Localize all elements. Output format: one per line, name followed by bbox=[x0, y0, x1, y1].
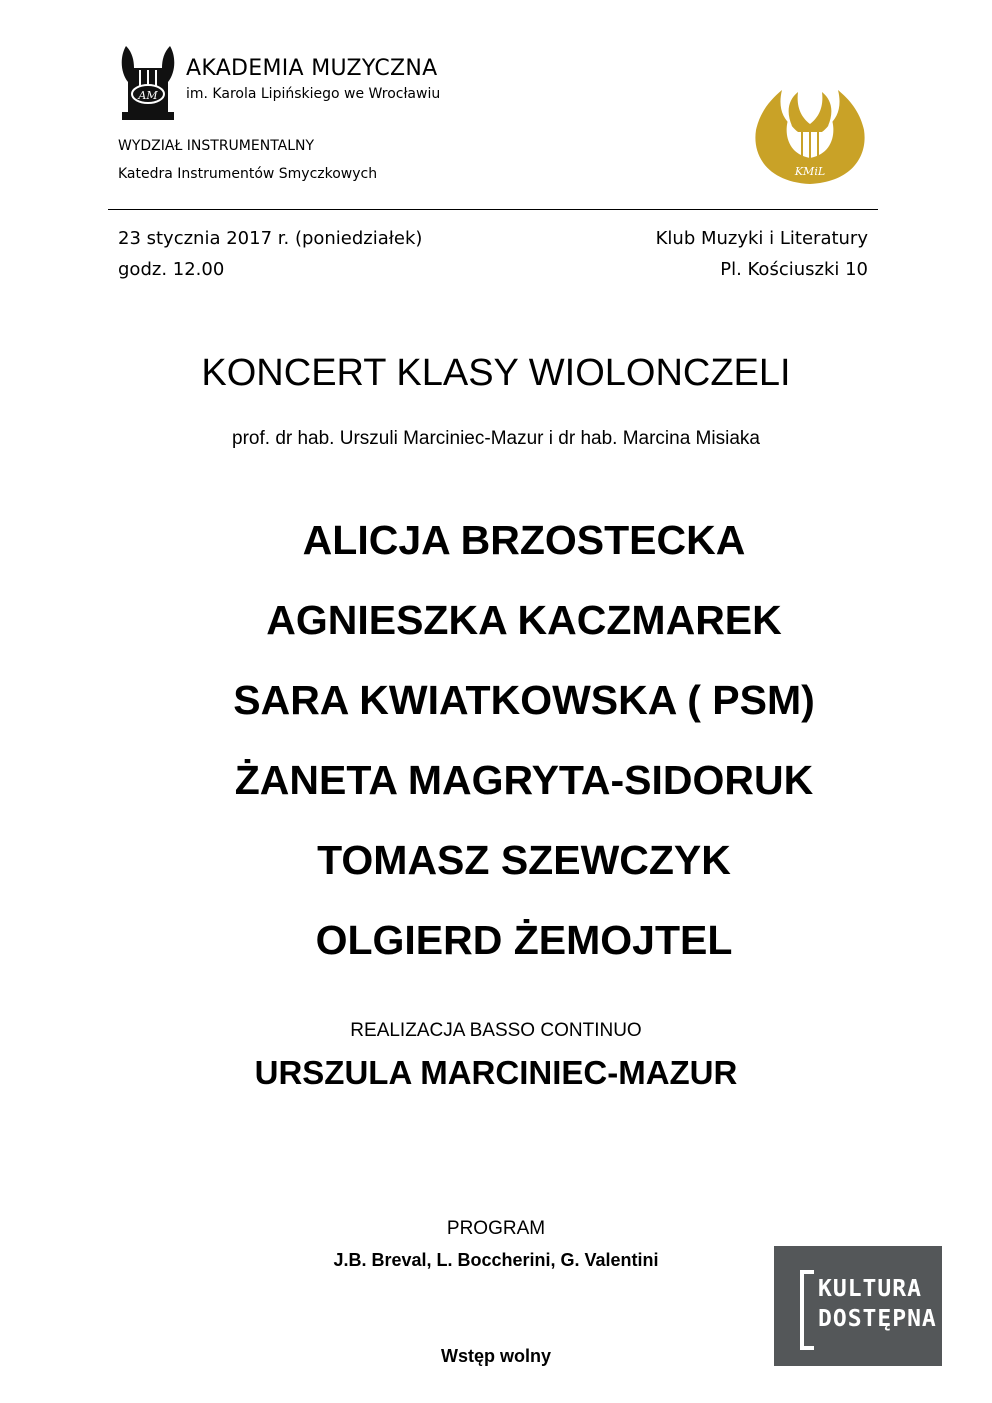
performer-name: ALICJA BRZOSTECKA bbox=[302, 517, 746, 563]
event-date: 23 stycznia 2017 r. (poniedziałek) bbox=[118, 228, 423, 249]
academy-name: AKADEMIA MUZYCZNA bbox=[186, 56, 438, 81]
kmil-logo-text: KMiL bbox=[794, 165, 826, 178]
bracket-icon bbox=[800, 1270, 814, 1350]
department-name: Katedra Instrumentów Smyczkowych bbox=[118, 166, 378, 182]
event-address: Pl. Kościuszki 10 bbox=[720, 259, 868, 280]
event-time: godz. 12.00 bbox=[118, 259, 225, 280]
basso-continuo-name: URSZULA MARCINIEC-MAZUR bbox=[254, 1054, 738, 1091]
program-label: PROGRAM bbox=[446, 1218, 546, 1239]
performer-name: OLGIERD ŻEMOJTEL bbox=[315, 917, 733, 963]
concert-title: KONCERT KLASY WIOLONCZELI bbox=[201, 352, 791, 394]
program-composers: J.B. Breval, L. Boccherini, G. Valentini bbox=[333, 1250, 659, 1270]
faculty-name: WYDZIAŁ INSTRUMENTALNY bbox=[118, 138, 315, 154]
header-divider bbox=[108, 209, 878, 210]
kultura-badge-line2: DOSTĘPNA bbox=[818, 1306, 937, 1332]
admission-note: Wstęp wolny bbox=[440, 1346, 551, 1366]
concert-professors: prof. dr hab. Urszuli Marciniec-Mazur i dr hab. Marcina Misiaka bbox=[232, 428, 760, 449]
kultura-dostepna-badge bbox=[774, 1246, 942, 1366]
performer-name: ŻANETA MAGRYTA-SIDORUK bbox=[234, 757, 814, 803]
performer-name: AGNIESZKA KACZMAREK bbox=[266, 597, 782, 643]
performer-name: TOMASZ SZEWCZYK bbox=[317, 837, 731, 883]
academy-lyre-logo bbox=[118, 42, 178, 124]
kultura-badge-line1: KULTURA bbox=[818, 1276, 922, 1302]
academy-logo-monogram: AM bbox=[138, 89, 158, 102]
event-venue: Klub Muzyki i Literatury bbox=[655, 228, 868, 249]
basso-continuo-label: REALIZACJA BASSO CONTINUO bbox=[350, 1020, 642, 1041]
kmil-logo-w: W bbox=[811, 105, 821, 115]
performer-name: SARA KWIATKOWSKA ( PSM) bbox=[233, 677, 815, 723]
performer-list bbox=[0, 510, 992, 990]
kmil-club-logo bbox=[748, 72, 872, 190]
academy-patron: im. Karola Lipińskiego we Wrocławiu bbox=[186, 86, 441, 102]
